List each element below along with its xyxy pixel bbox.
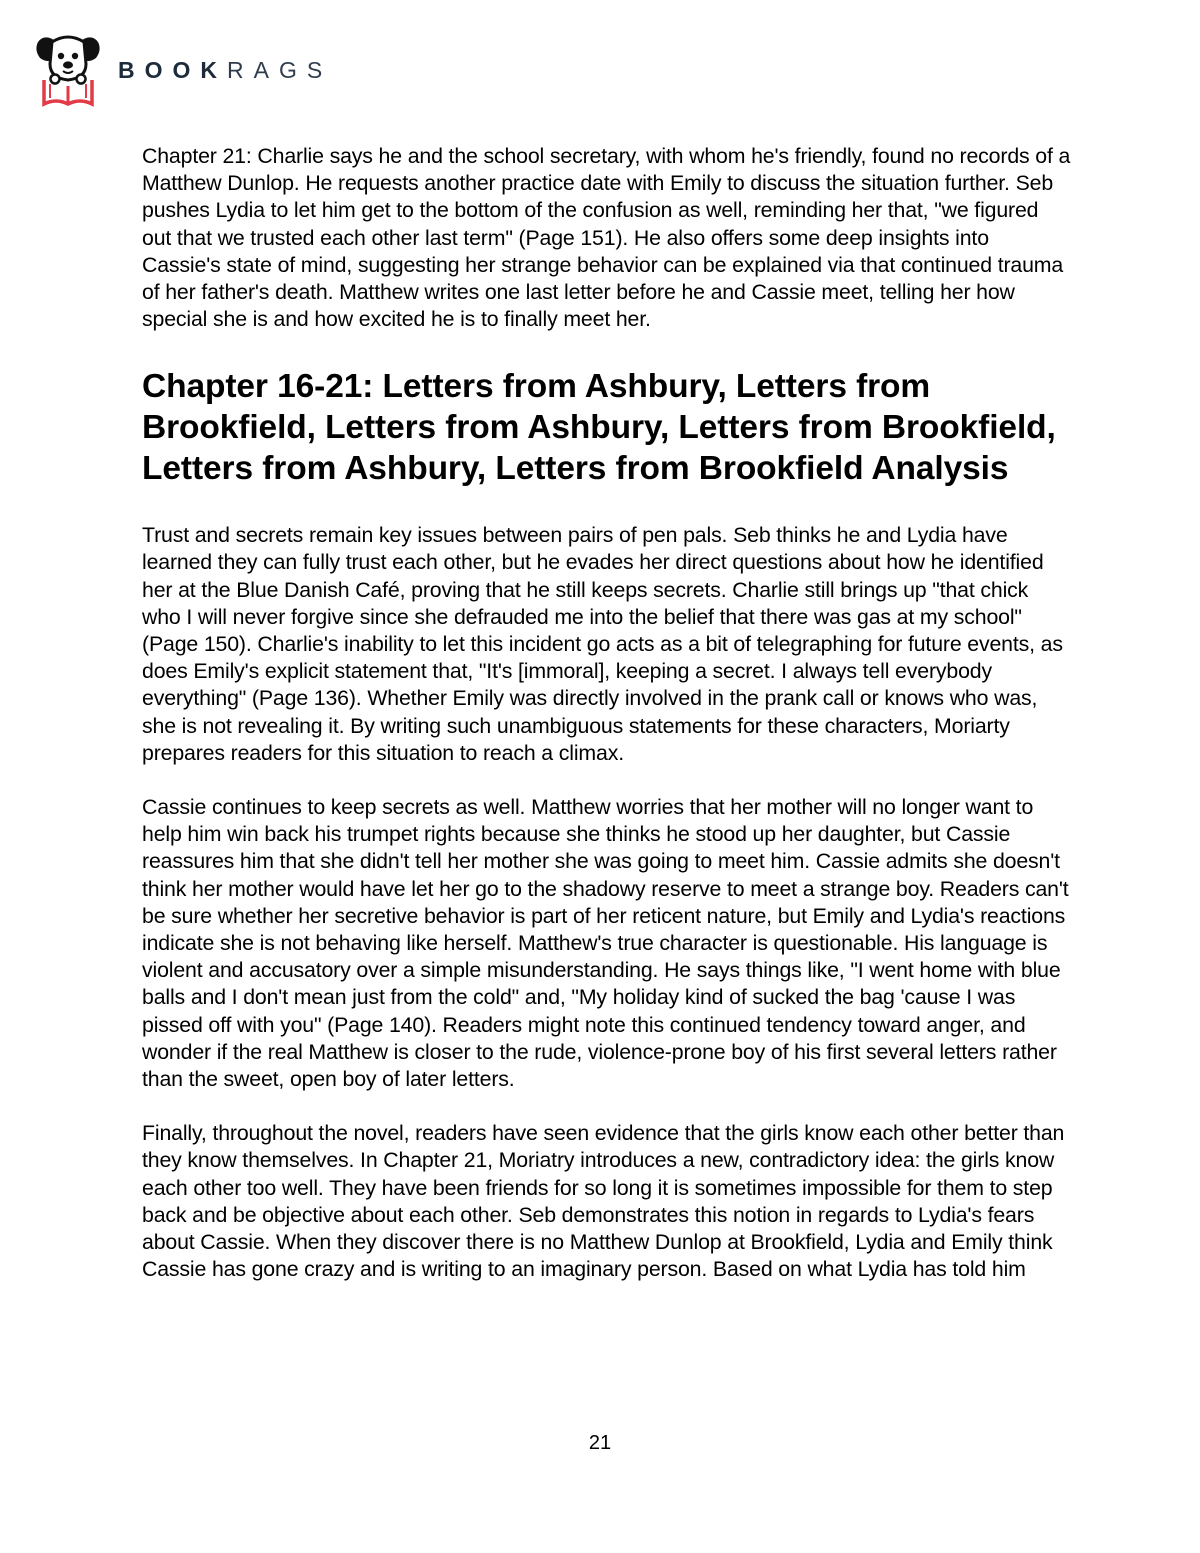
page-number: 21 [588,1432,612,1454]
document-body [142,143,1072,1283]
chapter-21-summary: Chapter 21: Charlie says he and the school secretary, with whom he's friendly, found no records of a Matthew Dunlop. He requests another practice date with Emily to discuss the situation further. Seb pushes Lydia to let him get to the bottom of the confusion as well, reminding her that, "we figured out that we trusted each other last term" (Page 151). He also offers some deep insights into Cassie's state of mind, suggesting her strange behavior can be explained via that continued trauma of her father's death. Matthew writes one last letter before he and Cassie meet, telling her how special she is and how excited he is to finally meet her. [142,144,1071,332]
analysis-paragraph-1: Trust and secrets remain key issues between pairs of pen pals. Seb thinks he and Lydia have learned they can fully trust each other, but he evades her direct questions about how he identified her at the Blue Danish Café, proving that he still keeps secrets. Charlie still brings up "that chick who I will never forgive since she defrauded me into the belief that there was gas at my school" (Page 150). Charlie's inability to let this incident go acts as a bit of telegraphing for future events, as does Emily's explicit statement that, "It's [immoral], keeping a secret. I always tell everybody everything" (Page 136). Whether Emily was directly involved in the prank call or knows who was, she is not revealing it. By writing such unambiguous statements for these characters, Moriarty prepares readers for this situation to reach a climax. [142,523,1063,765]
bookrags-logo [34,34,332,108]
analysis-paragraph-2: Cassie continues to keep secrets as well. Matthew worries that her mother will no longer want to help him win back his trumpet rights because she thinks he stood up her daughter, but Cassie reassures him that she didn't tell her mother she was going to meet him. Cassie admits she doesn't think her mother would have let her go to the shadowy reserve to meet a strange boy. Readers can't be sure whether her secretive behavior is part of her reticent nature, but Emily and Lydia's reactions indicate she is not behaving like herself. Matthew's true character is questionable. His language is violent and accusatory over a simple misunderstanding. He says things like, "I went home with blue balls and I don't mean just from the cold" and, "My holiday kind of sucked the bag 'cause I was pissed off with you" (Page 140). Readers might note this continued tendency toward anger, and wonder if the real Matthew is closer to the rude, violence-prone boy of his first several letters rather than the sweet, open boy of later letters. [142,795,1069,1092]
bookrags-wordmark [118,57,332,84]
analysis-paragraph-3: Finally, throughout the novel, readers have seen evidence that the girls know each other better than they know themselves. In Chapter 21, Moriatry introduces a new, contradictory idea: the girls know each other too well. They have been friends for so long it is sometimes impossible for them to step back and be objective about each other. Seb demonstrates this notion in regards to Lydia's fears about Cassie. When they discover there is no Matthew Dunlop at Brookfield, Lydia and Emily think Cassie has gone crazy and is writing to an imaginary person. Based on what Lydia has told him [142,1121,1065,1282]
brand-light: RAGS [227,56,333,83]
analysis-heading: Chapter 16-21: Letters from Ashbury, Letters from Brookfield, Letters from Ashbury, Letters from Brookfield, Letters from Ashbury, Letters from Brookfield Analysis [142,368,1056,487]
brand-bold: BOOK [118,56,227,83]
dog-reading-book-icon [34,34,102,108]
